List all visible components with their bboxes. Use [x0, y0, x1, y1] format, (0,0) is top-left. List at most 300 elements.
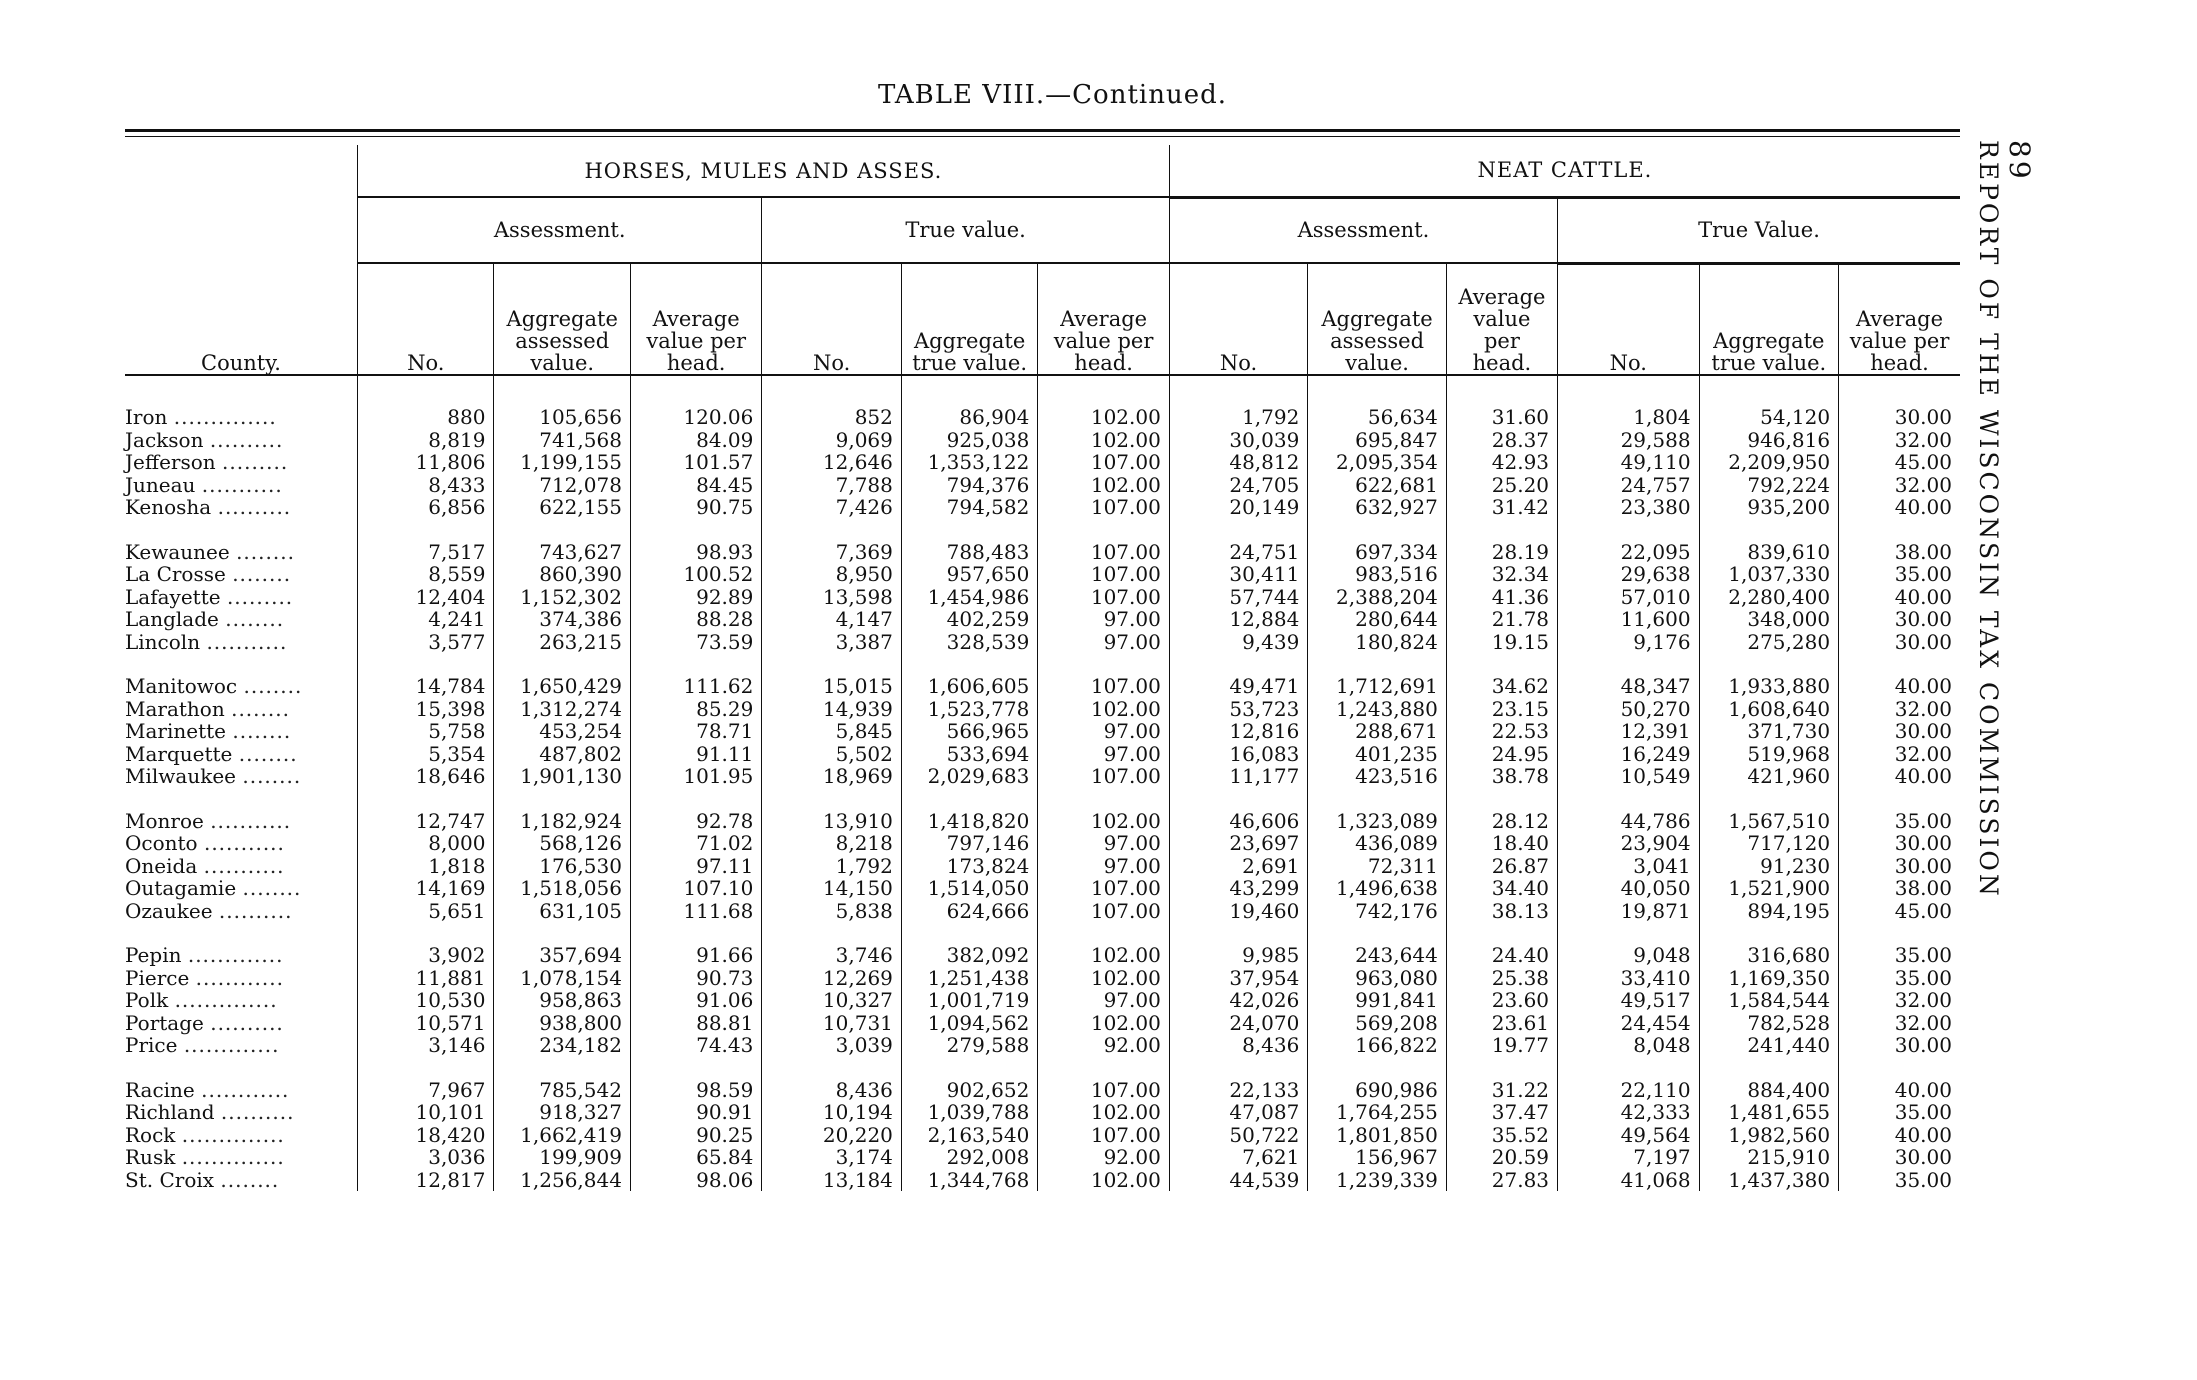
cell-c-agg: 56,634 [1308, 375, 1447, 429]
cell-h-no: 14,784 [358, 675, 494, 698]
cell-c-tavg: 30.00 [1839, 1146, 1960, 1169]
cell-c-avg: 24.40 [1446, 944, 1557, 967]
cell-h-agg: 1,078,154 [494, 967, 630, 990]
county-cell [125, 900, 358, 923]
cell-h-tagg: 566,965 [901, 720, 1037, 743]
cell-c-tagg: 717,120 [1699, 832, 1839, 855]
cell-c-no: 2,691 [1169, 855, 1308, 878]
cell-c-avg: 31.42 [1446, 496, 1557, 519]
table-row [125, 451, 1960, 474]
table-row [125, 944, 1960, 967]
cell-c-tagg: 241,440 [1699, 1034, 1839, 1057]
dot-leader: ............. [187, 943, 284, 967]
table-row [125, 675, 1960, 698]
cell-c-agg: 2,388,204 [1308, 586, 1447, 609]
cell-h-tavg: 97.00 [1038, 743, 1169, 766]
cell-c-avg: 26.87 [1446, 855, 1557, 878]
dot-leader: ........... [206, 629, 288, 654]
cell-c-agg: 963,080 [1308, 967, 1447, 990]
county-cell [125, 989, 358, 1012]
data-table [125, 145, 1960, 1191]
county-name: Price [125, 1033, 178, 1057]
cell-c-tno: 3,041 [1558, 855, 1700, 878]
cell-c-tavg: 30.00 [1839, 832, 1960, 855]
cell-h-agg: 487,802 [494, 743, 630, 766]
cell-c-tno: 19,871 [1558, 900, 1700, 923]
cell-c-no: 16,083 [1169, 743, 1308, 766]
cell-h-tavg: 107.00 [1038, 541, 1169, 564]
county-cell [125, 541, 358, 564]
cell-c-avg: 24.95 [1446, 743, 1557, 766]
cell-c-tavg: 35.00 [1839, 944, 1960, 967]
cell-h-tavg: 97.00 [1038, 720, 1169, 743]
county-name: Pierce [125, 965, 190, 990]
dot-leader: .......... [220, 1100, 295, 1124]
cell-c-avg: 19.77 [1446, 1034, 1557, 1057]
cell-c-agg: 156,967 [1308, 1146, 1447, 1169]
cell-c-tagg: 935,200 [1699, 496, 1839, 519]
cell-c-tagg: 1,037,330 [1699, 563, 1839, 586]
cell-c-tno: 1,804 [1558, 375, 1700, 429]
cell-c-avg: 18.40 [1446, 832, 1557, 855]
cell-c-avg: 28.12 [1446, 810, 1557, 833]
cell-c-tno: 49,564 [1558, 1124, 1700, 1147]
county-cell [125, 675, 358, 698]
group-cattle: NEAT CATTLE. [1169, 145, 1960, 197]
cell-c-no: 19,460 [1169, 900, 1308, 923]
table-row [125, 474, 1960, 497]
cell-c-tagg: 519,968 [1699, 743, 1839, 766]
cell-c-no: 8,436 [1169, 1034, 1308, 1057]
table-row [125, 563, 1960, 586]
table-row [125, 631, 1960, 654]
col-c-tavg: Average value per head. [1839, 263, 1960, 375]
table-row [125, 608, 1960, 631]
cell-c-avg: 34.40 [1446, 877, 1557, 900]
cell-h-tagg: 533,694 [901, 743, 1037, 766]
dot-leader: ........ [238, 741, 298, 766]
cell-h-agg: 1,199,155 [494, 451, 630, 474]
dot-leader: ........ [242, 764, 302, 788]
cell-c-agg: 695,847 [1308, 429, 1447, 452]
cell-h-avg: 101.95 [630, 765, 761, 788]
cell-h-no: 11,806 [358, 451, 494, 474]
cell-c-avg: 23.60 [1446, 989, 1557, 1012]
cell-c-tno: 22,095 [1558, 541, 1700, 564]
table-row [125, 1012, 1960, 1035]
cell-h-tagg: 925,038 [901, 429, 1037, 452]
cell-c-avg: 31.60 [1446, 375, 1557, 429]
cell-c-no: 44,539 [1169, 1169, 1308, 1192]
col-county: County. [125, 263, 358, 375]
cell-h-tno: 9,069 [762, 429, 902, 452]
cell-c-avg: 28.19 [1446, 541, 1557, 564]
cell-c-avg: 25.38 [1446, 967, 1557, 990]
cell-c-tno: 16,249 [1558, 743, 1700, 766]
col-h-tagg: Aggregate true value. [901, 263, 1037, 375]
cell-h-agg: 712,078 [494, 474, 630, 497]
cell-c-tno: 9,176 [1558, 631, 1700, 654]
cell-c-tno: 33,410 [1558, 967, 1700, 990]
county-cell [125, 451, 358, 474]
county-cell [125, 832, 358, 855]
cell-h-tavg: 102.00 [1038, 1101, 1169, 1124]
cell-c-tno: 57,010 [1558, 586, 1700, 609]
cell-c-tagg: 894,195 [1699, 900, 1839, 923]
cell-h-tagg: 1,001,719 [901, 989, 1037, 1012]
cell-h-agg: 374,386 [494, 608, 630, 631]
cell-h-agg: 622,155 [494, 496, 630, 519]
table-body [125, 375, 1960, 1191]
county-name: Kewaunee [125, 539, 230, 564]
cell-h-no: 7,517 [358, 541, 494, 564]
cell-c-tavg: 40.00 [1839, 1124, 1960, 1147]
cell-h-no: 3,577 [358, 631, 494, 654]
cell-h-agg: 453,254 [494, 720, 630, 743]
cell-c-tavg: 32.00 [1839, 743, 1960, 766]
county-name: Juneau [125, 472, 196, 497]
cell-c-tno: 12,391 [1558, 720, 1700, 743]
cell-h-tavg: 97.00 [1038, 855, 1169, 878]
table-row [125, 429, 1960, 452]
cell-c-tavg: 40.00 [1839, 765, 1960, 788]
cell-c-avg: 19.15 [1446, 631, 1557, 654]
cell-h-tavg: 97.00 [1038, 989, 1169, 1012]
cell-c-tno: 24,757 [1558, 474, 1700, 497]
cell-c-tavg: 32.00 [1839, 989, 1960, 1012]
table-row [125, 1101, 1960, 1124]
cell-c-tavg: 32.00 [1839, 474, 1960, 497]
county-cell [125, 563, 358, 586]
cell-h-tno: 852 [762, 375, 902, 429]
table-row [125, 832, 1960, 855]
cell-c-tavg: 30.00 [1839, 608, 1960, 631]
cell-c-tavg: 35.00 [1839, 563, 1960, 586]
cell-h-agg: 234,182 [494, 1034, 630, 1057]
col-h-agg: Aggregate assessed value. [494, 263, 630, 375]
cell-h-tavg: 97.00 [1038, 608, 1169, 631]
cell-c-tagg: 215,910 [1699, 1146, 1839, 1169]
cell-c-agg: 288,671 [1308, 720, 1447, 743]
col-h-no: No. [358, 263, 494, 375]
cell-h-tagg: 1,514,050 [901, 877, 1037, 900]
group-spacer [125, 653, 1960, 675]
group-spacer [125, 1057, 1960, 1079]
table-row [125, 698, 1960, 721]
dot-leader: ........ [225, 607, 285, 631]
cell-h-tavg: 107.00 [1038, 496, 1169, 519]
cell-c-tno: 9,048 [1558, 944, 1700, 967]
cell-c-avg: 28.37 [1446, 429, 1557, 452]
cell-h-tavg: 102.00 [1038, 698, 1169, 721]
cell-c-agg: 569,208 [1308, 1012, 1447, 1035]
col-h-avg: Average value per head. [630, 263, 761, 375]
cell-h-no: 18,646 [358, 765, 494, 788]
county-cell [125, 1169, 358, 1192]
county-cell [125, 855, 358, 878]
cell-h-no: 5,758 [358, 720, 494, 743]
cell-c-agg: 1,243,880 [1308, 698, 1447, 721]
cell-h-tno: 15,015 [762, 675, 902, 698]
cell-h-tno: 8,950 [762, 563, 902, 586]
cell-c-tavg: 38.00 [1839, 541, 1960, 564]
group-horses: HORSES, MULES AND ASSES. [358, 145, 1170, 197]
cell-c-agg: 991,841 [1308, 989, 1447, 1012]
dot-leader: ........... [203, 853, 285, 878]
cell-c-tavg: 30.00 [1839, 631, 1960, 654]
cell-c-no: 9,985 [1169, 944, 1308, 967]
cell-h-agg: 958,863 [494, 989, 630, 1012]
top-rule-thin [125, 136, 1960, 137]
county-name: St. Croix [125, 1167, 215, 1192]
cell-h-tavg: 92.00 [1038, 1034, 1169, 1057]
cell-c-tavg: 35.00 [1839, 967, 1960, 990]
cell-h-agg: 568,126 [494, 832, 630, 855]
running-head [1974, 140, 2036, 899]
table-row [125, 810, 1960, 833]
cell-c-tno: 8,048 [1558, 1034, 1700, 1057]
running-head-text: REPORT OF THE WISCONSIN TAX COMMISSION [1974, 140, 2003, 899]
table-row [125, 900, 1960, 923]
cell-c-tavg: 30.00 [1839, 855, 1960, 878]
cell-h-tavg: 107.00 [1038, 675, 1169, 698]
dot-leader: ........ [231, 696, 290, 721]
dot-leader: ........ [236, 539, 295, 564]
table-row [125, 720, 1960, 743]
dot-leader: ........... [201, 472, 283, 497]
cell-h-agg: 741,568 [494, 429, 630, 452]
cell-h-no: 5,354 [358, 743, 494, 766]
cell-h-avg: 120.06 [630, 375, 761, 429]
cell-c-tavg: 32.00 [1839, 1012, 1960, 1035]
cell-h-avg: 90.75 [630, 496, 761, 519]
cell-h-tavg: 107.00 [1038, 586, 1169, 609]
county-name: Oneida [125, 853, 198, 878]
county-name: Outagamie [125, 876, 237, 900]
col-c-tno: No. [1558, 263, 1700, 375]
cell-h-tno: 5,502 [762, 743, 902, 766]
cell-c-tno: 41,068 [1558, 1169, 1700, 1192]
cell-h-agg: 1,152,302 [494, 586, 630, 609]
cell-h-avg: 73.59 [630, 631, 761, 654]
cell-c-tagg: 946,816 [1699, 429, 1839, 452]
col-h-tavg: Average value per head. [1038, 263, 1169, 375]
county-cell [125, 698, 358, 721]
cell-c-avg: 38.78 [1446, 765, 1557, 788]
dot-leader: .......... [218, 898, 293, 923]
col-c-agg: Aggregate assessed value. [1308, 263, 1447, 375]
cell-h-tavg: 102.00 [1038, 1169, 1169, 1192]
cell-h-tagg: 797,146 [901, 832, 1037, 855]
cell-h-avg: 92.78 [630, 810, 761, 833]
cell-h-tavg: 107.00 [1038, 900, 1169, 923]
cell-c-tagg: 1,608,640 [1699, 698, 1839, 721]
cell-c-tagg: 1,169,350 [1699, 967, 1839, 990]
cell-h-tavg: 107.00 [1038, 563, 1169, 586]
cell-h-tagg: 279,588 [901, 1034, 1037, 1057]
cell-h-no: 4,241 [358, 608, 494, 631]
county-cell [125, 944, 358, 967]
cell-h-no: 8,433 [358, 474, 494, 497]
cell-h-avg: 91.06 [630, 989, 761, 1012]
cell-c-tno: 29,588 [1558, 429, 1700, 452]
col-c-no: No. [1169, 263, 1308, 375]
cell-h-no: 8,819 [358, 429, 494, 452]
cell-h-tagg: 1,418,820 [901, 810, 1037, 833]
cell-h-tagg: 1,344,768 [901, 1169, 1037, 1192]
cell-c-avg: 22.53 [1446, 720, 1557, 743]
cell-c-avg: 27.83 [1446, 1169, 1557, 1192]
cell-h-tno: 18,969 [762, 765, 902, 788]
cell-h-tagg: 328,539 [901, 631, 1037, 654]
cell-h-avg: 90.91 [630, 1101, 761, 1124]
county-cell [125, 877, 358, 900]
cell-c-agg: 983,516 [1308, 563, 1447, 586]
cell-c-avg: 23.61 [1446, 1012, 1557, 1035]
cell-h-avg: 111.68 [630, 900, 761, 923]
cell-c-avg: 34.62 [1446, 675, 1557, 698]
cell-h-tno: 5,845 [762, 720, 902, 743]
cell-c-no: 24,705 [1169, 474, 1308, 497]
cell-h-agg: 918,327 [494, 1101, 630, 1124]
dot-leader: ........ [232, 562, 292, 586]
cell-h-avg: 71.02 [630, 832, 761, 855]
county-cell [125, 743, 358, 766]
cell-c-no: 11,177 [1169, 765, 1308, 788]
cell-h-tno: 12,646 [762, 451, 902, 474]
cell-h-no: 3,902 [358, 944, 494, 967]
cell-c-agg: 72,311 [1308, 855, 1447, 878]
cell-h-no: 11,881 [358, 967, 494, 990]
cell-c-tagg: 1,982,560 [1699, 1124, 1839, 1147]
cell-c-agg: 436,089 [1308, 832, 1447, 855]
cell-c-avg: 41.36 [1446, 586, 1557, 609]
cell-c-tavg: 32.00 [1839, 698, 1960, 721]
dot-leader: ........ [243, 674, 303, 698]
county-name: Iron [125, 405, 168, 429]
cell-c-agg: 423,516 [1308, 765, 1447, 788]
cell-h-tavg: 102.00 [1038, 429, 1169, 452]
county-name: Racine [125, 1077, 195, 1102]
cell-c-tavg: 30.00 [1839, 1034, 1960, 1057]
cell-h-agg: 1,182,924 [494, 810, 630, 833]
cell-c-tagg: 2,209,950 [1699, 451, 1839, 474]
table-row [125, 1079, 1960, 1102]
cell-h-tagg: 1,251,438 [901, 967, 1037, 990]
cell-h-agg: 1,662,419 [494, 1124, 630, 1147]
cell-h-no: 8,000 [358, 832, 494, 855]
group-spacer [125, 519, 1960, 541]
cell-c-tavg: 45.00 [1839, 900, 1960, 923]
cell-h-tno: 12,269 [762, 967, 902, 990]
county-cell [125, 720, 358, 743]
cell-h-avg: 88.81 [630, 1012, 761, 1035]
cell-h-tno: 14,939 [762, 698, 902, 721]
cell-c-agg: 1,496,638 [1308, 877, 1447, 900]
dot-leader: ......... [226, 584, 294, 609]
cell-c-agg: 401,235 [1308, 743, 1447, 766]
cell-c-tavg: 40.00 [1839, 586, 1960, 609]
cell-c-agg: 2,095,354 [1308, 451, 1447, 474]
cell-h-tagg: 1,606,605 [901, 675, 1037, 698]
cell-h-tno: 10,194 [762, 1101, 902, 1124]
dot-leader: ......... [222, 450, 289, 474]
cell-h-avg: 65.84 [630, 1146, 761, 1169]
cell-c-no: 23,697 [1169, 832, 1308, 855]
county-name: Langlade [125, 607, 219, 631]
cell-h-tno: 3,039 [762, 1034, 902, 1057]
county-name: Pepin [125, 943, 182, 967]
dot-leader: .............. [173, 405, 277, 429]
cell-c-tno: 10,549 [1558, 765, 1700, 788]
cell-c-no: 1,792 [1169, 375, 1308, 429]
cell-c-no: 43,299 [1169, 877, 1308, 900]
cell-h-tagg: 794,582 [901, 496, 1037, 519]
subgroup-h-assessment: Assessment. [358, 197, 762, 263]
cell-c-tagg: 54,120 [1699, 375, 1839, 429]
cell-h-tavg: 102.00 [1038, 810, 1169, 833]
county-name: Oconto [125, 831, 198, 855]
cell-h-tavg: 107.00 [1038, 765, 1169, 788]
cell-h-no: 10,571 [358, 1012, 494, 1035]
cell-c-tavg: 38.00 [1839, 877, 1960, 900]
cell-c-no: 12,816 [1169, 720, 1308, 743]
cell-h-tagg: 86,904 [901, 375, 1037, 429]
cell-c-avg: 37.47 [1446, 1101, 1557, 1124]
county-name: Manitowoc [125, 674, 238, 698]
cell-h-avg: 84.09 [630, 429, 761, 452]
cell-c-tagg: 371,730 [1699, 720, 1839, 743]
cell-h-tagg: 794,376 [901, 474, 1037, 497]
cell-h-tavg: 107.00 [1038, 451, 1169, 474]
dot-leader: ........ [242, 876, 302, 900]
cell-c-tagg: 782,528 [1699, 1012, 1839, 1035]
cell-c-tno: 49,517 [1558, 989, 1700, 1012]
county-cell [125, 586, 358, 609]
county-name: Rock [125, 1122, 176, 1147]
cell-h-agg: 199,909 [494, 1146, 630, 1169]
cell-c-agg: 742,176 [1308, 900, 1447, 923]
cell-c-no: 12,884 [1169, 608, 1308, 631]
dot-leader: ........... [203, 831, 285, 855]
cell-h-tno: 3,174 [762, 1146, 902, 1169]
cell-c-tavg: 40.00 [1839, 675, 1960, 698]
county-cell [125, 967, 358, 990]
cell-c-no: 46,606 [1169, 810, 1308, 833]
cell-h-tno: 5,838 [762, 900, 902, 923]
cell-c-agg: 243,644 [1308, 944, 1447, 967]
cell-c-no: 49,471 [1169, 675, 1308, 698]
cell-c-tno: 49,110 [1558, 451, 1700, 474]
cell-c-tno: 42,333 [1558, 1101, 1700, 1124]
cell-c-agg: 1,801,850 [1308, 1124, 1447, 1147]
cell-h-no: 12,817 [358, 1169, 494, 1192]
cell-c-tno: 11,600 [1558, 608, 1700, 631]
table-row [125, 1124, 1960, 1147]
cell-c-tno: 23,904 [1558, 832, 1700, 855]
cell-h-tagg: 173,824 [901, 855, 1037, 878]
county-cell [125, 1146, 358, 1169]
cell-h-no: 1,818 [358, 855, 494, 878]
cell-h-tno: 13,910 [762, 810, 902, 833]
cell-c-tno: 44,786 [1558, 810, 1700, 833]
cell-c-tagg: 1,933,880 [1699, 675, 1839, 698]
dot-leader: ............ [201, 1077, 290, 1102]
county-name: Marquette [125, 741, 233, 766]
cell-c-no: 30,039 [1169, 429, 1308, 452]
cell-c-tno: 50,270 [1558, 698, 1700, 721]
cell-c-no: 53,723 [1169, 698, 1308, 721]
